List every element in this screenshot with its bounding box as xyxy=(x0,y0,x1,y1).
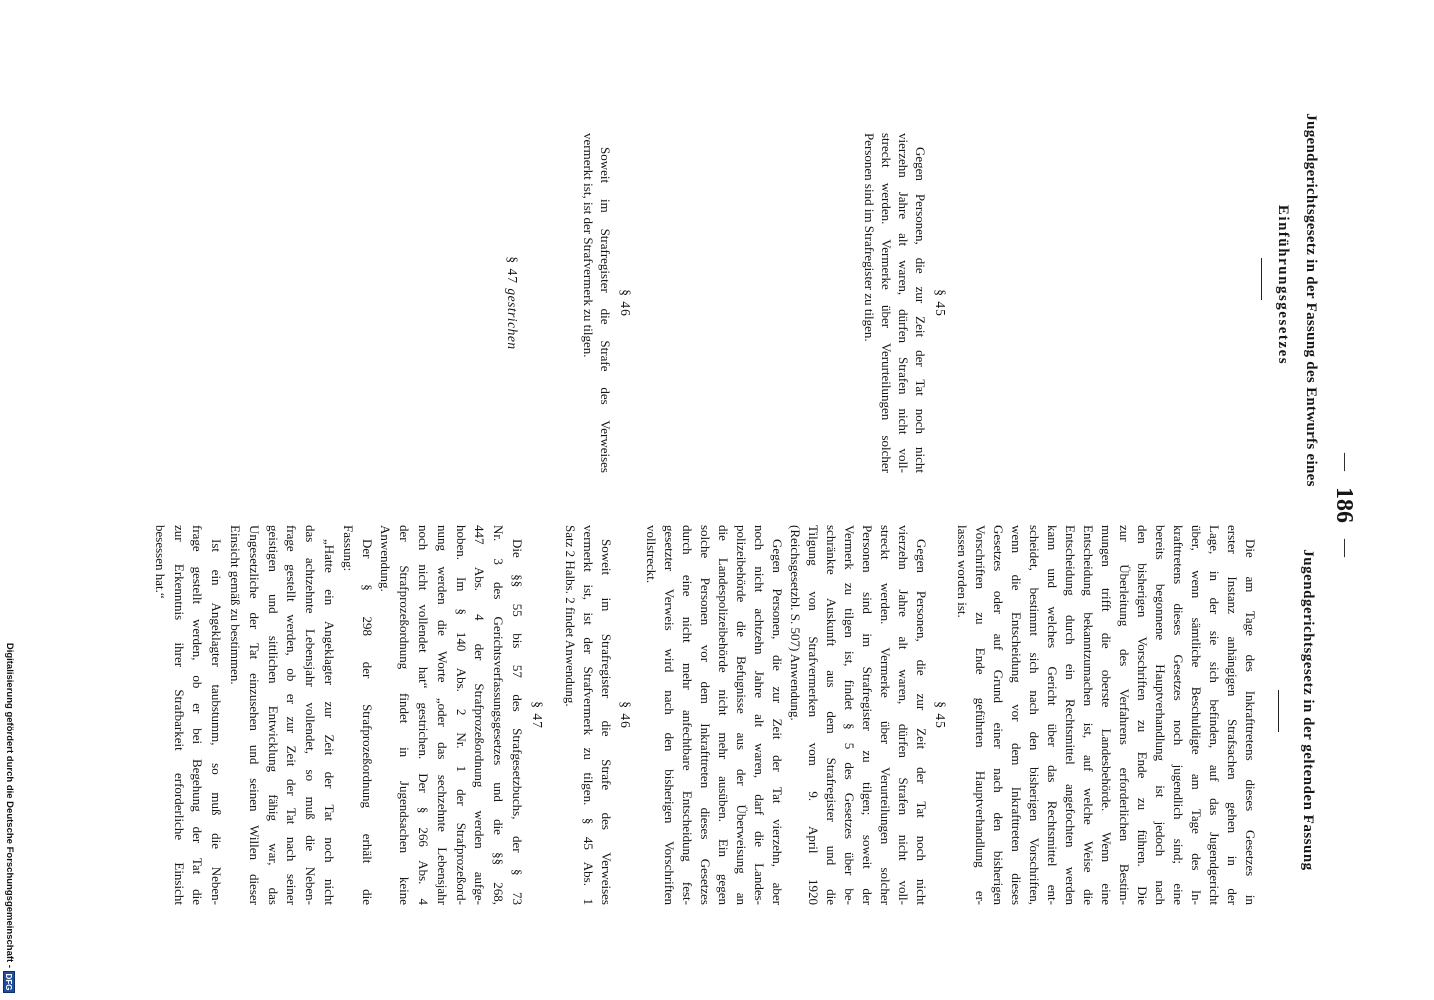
text-line: Gesetzes oder auf Grund einer nach den bisherigen xyxy=(991,525,1006,905)
right-section-45-text xyxy=(642,525,930,905)
text-line: „Hatte ein Angeklagter zur Zeit der Tat noch nicht xyxy=(322,539,338,905)
digitization-credit: Digitalisierung gefördert durch die Deutsche Forschungsgemeinschaft - xyxy=(4,642,15,968)
text-line: Personen sind im Strafregister zu tilgen. xyxy=(862,133,877,342)
left-header-rule xyxy=(1261,258,1262,300)
text-line: Der § 298 der Strafprozeßordnung erhält die xyxy=(359,539,375,905)
text-line: die Landespolizeibehörde nicht mehr ausüben. Ein gegen xyxy=(716,525,731,905)
right-column-header: Jugendgerichtsgesetz in der geltenden Fassung xyxy=(1300,549,1316,871)
text-line: Tilgung von Strafvermerken vom 9. April 1920 xyxy=(806,525,821,905)
text-line: streckt werden. Vermerke über Verurteilungen solcher xyxy=(878,525,893,905)
text-line: vierzehn Jahre alt waren, dürfen Strafen nicht voll- xyxy=(896,525,911,905)
text-line: Gegen Personen, die zur Zeit der Tat noch nicht xyxy=(914,539,929,905)
text-line: bereits begonnene Hauptverhandlung ist jedoch nach xyxy=(1153,525,1168,905)
text-line: Fassung: xyxy=(340,525,356,572)
text-line: gesetzter Verweis wird nach den bisherigen Vorschriften xyxy=(662,525,677,905)
left-column-header-line-1: Jugendgerichtsgesetz in der Fassung des Entwurfs eines xyxy=(1303,113,1319,487)
text-line: Soweit im Strafregister die Strafe des Verweises xyxy=(598,147,613,473)
text-line: Die §§ 55 bis 57 des Strafgesetzbuchs, der § 73 xyxy=(510,539,525,905)
text-line: zur Überleitung des Verfahrens erforderlichen Bestim- xyxy=(1117,525,1132,905)
left-section-heading-46: § 46 xyxy=(618,289,633,317)
text-line: Gegen Personen, die zur Zeit der Tat noch nicht xyxy=(913,147,928,473)
text-line: lassen worden ist. xyxy=(955,525,970,618)
text-line: Anwendung. xyxy=(378,525,394,592)
dfg-logo: DFG xyxy=(3,971,15,993)
left-section-46-text xyxy=(580,133,614,473)
text-line: Entscheidung bekanntzumachen ist, auf welche Weise die xyxy=(1081,525,1096,905)
paragraph xyxy=(580,133,614,473)
text-line: Vorschriften zu Ende geführten Hauptverhandlung er- xyxy=(973,525,988,905)
text-line: vermerkt ist, ist der Strafvermerk zu tilgen. xyxy=(581,133,596,358)
paragraph xyxy=(225,525,338,905)
right-section-47-text xyxy=(150,525,526,905)
text-line: noch nicht vollendet hat“ gestrichen. Der § 266 Abs. 4 xyxy=(416,525,432,905)
text-line: kann und welches Gericht über das Rechtsmittel ent- xyxy=(1045,525,1060,905)
paragraph xyxy=(376,525,526,905)
text-line: Vermerk zu tilgen ist, findet § 5 des Gesetzes über be- xyxy=(842,525,857,905)
text-line: Gegen Personen, die zur Zeit der Tat vierzehn, aber xyxy=(770,539,785,905)
right-section-46-text xyxy=(561,525,615,905)
page-number xyxy=(1330,405,1360,605)
text-line: nung werden die Worte „oder das sechzehnte Lebensjahr xyxy=(434,525,450,905)
right-section-heading-45: § 45 xyxy=(933,701,948,729)
text-line: Lage, in der sie sich befinden, auf das Jugendgericht xyxy=(1207,525,1222,905)
text-line: noch nicht achtzehn Jahre alt waren, darf die Landes- xyxy=(752,525,767,905)
text-line: geistigen und sittlichen Entwicklung fähig war, das xyxy=(265,525,281,905)
text-line: vierzehn Jahre alt waren, dürfen Strafen nicht voll- xyxy=(896,133,911,473)
paragraph xyxy=(953,525,1259,905)
text-line: das achtzehnte Lebensjahr vollendet, so muß die Neben- xyxy=(303,525,319,905)
right-header-rule xyxy=(1278,690,1279,732)
text-line: streckt werden. Vermerke über Verurteilungen solcher xyxy=(879,133,894,473)
text-line: solche Personen vor dem Inkrafttreten dieses Gesetzes xyxy=(698,525,713,905)
text-line: hoben. Im § 140 Abs. 2 Nr. 1 der Strafprozeßord- xyxy=(453,525,469,905)
paragraph xyxy=(786,525,930,905)
text-line: 447 Abs. 4 der Strafprozeßordnung werden aufge- xyxy=(472,525,488,905)
page-number-dash-left: — xyxy=(1336,453,1356,471)
paragraph xyxy=(150,525,225,905)
text-line: vollstreckt. xyxy=(644,525,659,584)
text-line: Ungesetzliche der Tat einzusehen und seinen Willen dieser xyxy=(246,525,262,905)
right-intro-text xyxy=(953,525,1259,905)
text-line: Ist ein Angeklagter taubstumm, so muß die Neben- xyxy=(209,539,225,905)
text-line: frage gestellt werden, ob er zur Zeit der Tat nach seiner xyxy=(284,525,300,905)
left-section-heading-47: § 47 xyxy=(505,256,520,284)
page-number-dash-right: — xyxy=(1336,539,1356,557)
text-line: den bisherigen Vorschriften zu Ende zu führen. Die xyxy=(1135,525,1150,905)
text-line: scheidet, bestimmt sich nach den bisherigen Vorschriften, xyxy=(1027,525,1042,905)
struck-note: gestrichen xyxy=(505,288,520,350)
text-line: mungen trifft die oberste Landesbehörde. Wenn eine xyxy=(1099,525,1114,905)
text-line: Soweit im Strafregister die Strafe des Verweises xyxy=(599,539,614,905)
text-line: über, wenn sämtliche Beschuldigte am Tage des In- xyxy=(1189,525,1204,905)
right-section-heading-47: § 47 xyxy=(530,701,545,729)
text-line: Nr. 3 des Gerichtsverfassungsgesetzes und die §§ 268, xyxy=(491,525,507,905)
text-line: besessen hat.“ xyxy=(152,525,168,599)
text-line: Einsicht gemäß zu bestimmen. xyxy=(228,525,244,685)
left-section-heading-45: § 45 xyxy=(933,289,948,317)
right-section-heading-46: § 46 xyxy=(618,701,633,729)
paragraph xyxy=(338,525,376,905)
paragraph xyxy=(861,133,929,473)
paragraph xyxy=(561,525,615,905)
text-line: Die am Tage des Inkrafttretens dieses Gesetzes in xyxy=(1243,539,1258,905)
left-section-47-struck xyxy=(503,133,521,473)
text-line: durch eine nicht mehr anfechtbare Entscheidung fest- xyxy=(680,525,695,905)
text-line: Satz 2 Halbs. 2 findet Anwendung. xyxy=(563,525,578,707)
text-line: (Reichsgesetzbl. S. 507) Anwendung. xyxy=(788,525,803,721)
text-line: Personen sind im Strafregister zu tilgen; soweit der xyxy=(860,525,875,905)
text-line: erster Instanz anhängigen Strafsachen gehen in der xyxy=(1225,525,1240,905)
text-line: frage gestellt werden, ob er bei Begehung der Tat die xyxy=(190,525,206,905)
left-column-header-line-2: Einführungsgesetzes xyxy=(1275,204,1291,366)
text-line: Entscheidung durch ein Rechtsmittel angefochten werden xyxy=(1063,525,1078,905)
page-number-value: 186 xyxy=(1331,487,1357,523)
text-line: polizeibehörde die Befugnisse aus der Überweisung an xyxy=(734,525,749,905)
text-line: vermerkt ist, ist der Strafvermerk zu tilgen. § 45 Abs. 1 xyxy=(581,525,596,905)
text-line: der Strafprozeßordnung findet in Jugendsachen keine xyxy=(397,525,413,905)
paragraph xyxy=(642,525,786,905)
text-line: zur Erkenntnis ihrer Strafbarkeit erforderliche Einsicht xyxy=(171,525,187,905)
text-line: krafttretens dieses Gesetzes noch jugendlich sind; eine xyxy=(1171,525,1186,905)
left-section-45-text xyxy=(861,133,929,473)
text-line: schränkte Auskunft aus dem Strafregister und die xyxy=(824,525,839,905)
text-line: wenn die Entscheidung vor dem Inkrafttreten dieses xyxy=(1009,525,1024,905)
